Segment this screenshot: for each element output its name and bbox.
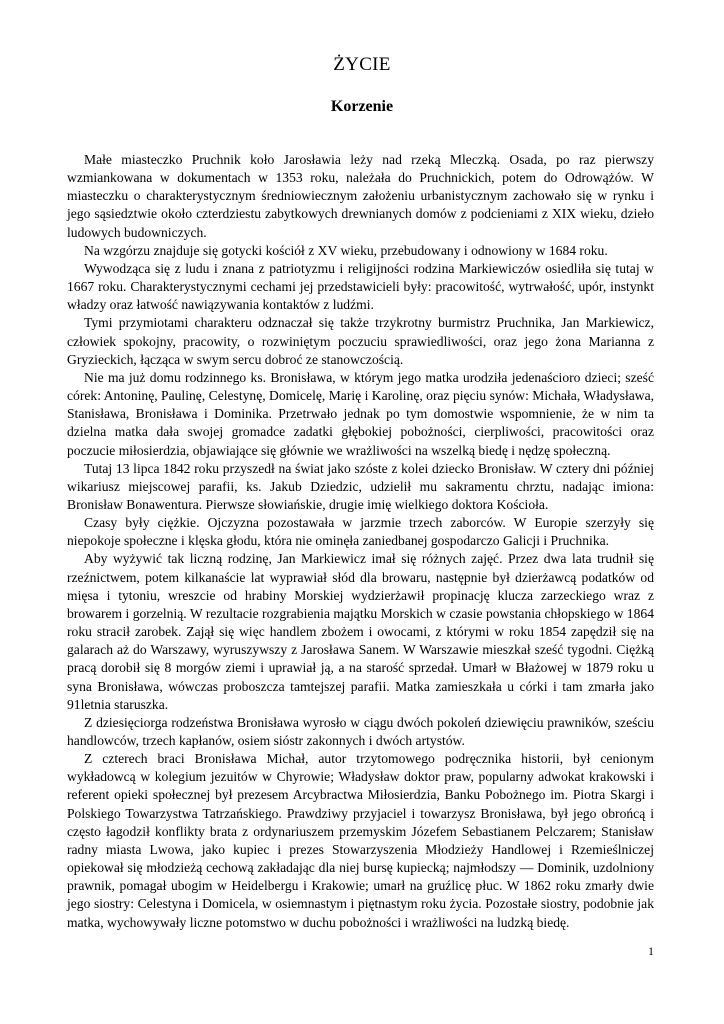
- paragraph: Aby wyżywić tak liczną rodzinę, Jan Markiewicz imał się różnych zajęć. Przez dwa lata trudnił się rzeźnictwem, potem kilkanaście lat wyprawiał słód dla browaru, następnie był dzierżawcą podatków od mięsa i tytoniu, wreszcie od hrabiny Morskiej wydzierżawił propinację klucza zarzeckiego wraz z browarem i gorzelnią. W rezultacie rozgrabienia majątku Morskich w czasie powstania chłopskiego w 1864 roku stracił zarobek. Zajął się więc handlem zbożem i owocami, z którymi w roku 1854 zapędził się na galarach aż do Warszawy, wyruszywszy z Jarosława Sanem. W Warszawie mieszkał sześć tygodni. Ciężką pracą dorobił się 8 morgów ziemi i uprawiał ją, a na starość sprzedał. Umarł w Błażowej w 1879 roku u syna Bronisława, wówczas proboszcza tamtejszej parafii. Matka zamieszkała u córki i tam zmarła jako 91letnia staruszka.: [67, 551, 654, 712]
- chapter-title: ŻYCIE: [333, 54, 391, 75]
- paragraph: Wywodząca się z ludu i znana z patriotyzmu i religijności rodzina Markiewiczów osiedliła się tutaj w 1667 roku. Charakterystycznymi cechami jej przedstawicieli były: pracowitość, wytrwałość, upór, instynkt władzy oraz łatwość nawiązywania kontaktów z ludźmi.: [67, 260, 654, 313]
- paragraph: Tutaj 13 lipca 1842 roku przyszedł na świat jako szóste z kolei dziecko Bronisław. W cztery dni później wikariusz miejscowej parafii, ks. Jakub Dziedzic, udzielił mu sakramentu chrztu, nadając imiona: Bronisław Bonawentura. Pierwsze słowiańskie, drugie imię wielkiego doktora Kościoła.: [67, 460, 654, 512]
- paragraph: Na wzgórzu znajduje się gotycki kościół z XV wieku, przebudowany i odnowiony w 1684 roku.: [84, 242, 608, 258]
- paragraph: Z dziesięciorga rodzeństwa Bronisława wyrosło w ciągu dwóch pokoleń dziewięciu prawników, sześciu handlowców, trzech kapłanów, osiem sióstr zakonnych i dwóch artystów.: [67, 714, 654, 748]
- section-title: Korzenie: [330, 98, 394, 115]
- paragraph: Czasy były ciężkie. Ojczyzna pozostawała w jarzmie trzech zaborców. W Europie szerzyły się niepokoje społeczne i klęska głodu, która nie ominęła zaniedbanej gospodarczo Galicji i Pruchnika.: [67, 515, 654, 549]
- paragraph: Nie ma już domu rodzinnego ks. Bronisława, w którym jego matka urodziła jedenaścioro dzieci; sześć córek: Antoninę, Paulinę, Celestynę, Domicelę, Marię i Karolinę, oraz pięciu synów: Michała, Władysława, Stanisława, Bronisława i Dominika. Przetrwało jednak po tym domostwie wspomnienie, że w nim ta dzielna matka dała swojej gromadce zadatki głębokiej pobożności, cierpliwości, pracowitości oraz poczucie miłosierdzia, objawiające się głównie we wrażliwości na wszelką biedę i nędzę społeczną.: [67, 369, 654, 458]
- body-text: [67, 151, 654, 932]
- page-number: 1: [648, 944, 654, 958]
- paragraph: Z czterech braci Bronisława Michał, autor trzytomowego podręcznika historii, był cenionym wykładowcą w kolegium jezuitów w Chyrowie; Władysław doktor praw, popularny adwokat krakowski i referent opieki społecznej był prezesem Arcybractwa Miłosierdzia, Banku Pobożnego im. Piotra Skargi i Polskiego Towarzystwa Tatrzańskiego. Prawdziwy przyjaciel i towarzysz Bronisława, był jego obrońcą i często łagodził konflikty brata z ordynariuszem przemyskim Józefem Sebastianem Pelczarem; Stanisław radny miasta Lwowa, jako kupiec i prezes Stowarzyszenia Młodzieży Handlowej i Rzemieślniczej opiekował się młodzieżą cechową zakładając dla niej bursę kupiecką; najmłodszy — Dominik, uzdolniony prawnik, pomagał ubogim w Heidelbergu i Krakowie; umarł na gruźlicę płuc. W 1862 roku zmarły dwie jego siostry: Celestyna i Domicela, w osiemnastym i piętnastym roku życia. Pozostałe siostry, podobnie jak matka, wychowywały liczne potomstwo w duchu pobożności i wrażliwości na ludzką biedę.: [67, 751, 654, 930]
- paragraph: Małe miasteczko Pruchnik koło Jarosławia leży nad rzeką Mleczką. Osada, po raz pierwszy wzmiankowana w dokumentach w 1353 roku, należała do Pruchnickich, potem do Odrowążów. W miasteczku o charakterystycznym średniowiecznym założeniu urbanistycznym zachowało się w rynku i jego sąsiedztwie około czterdziestu zabytkowych drewnianych domów z podcieniami z XIX wieku, dzieło ludowych budowniczych.: [67, 152, 654, 240]
- paragraph: Tymi przymiotami charakteru odznaczał się także trzykrotny burmistrz Pruchnika, Jan Markiewicz, człowiek spokojny, pracowity, o rozwiniętym poczuciu sprawiedliwości, oraz jego żona Marianna z Gryzieckich, łącząca w swym sercu dobroć ze stanowczością.: [67, 315, 654, 367]
